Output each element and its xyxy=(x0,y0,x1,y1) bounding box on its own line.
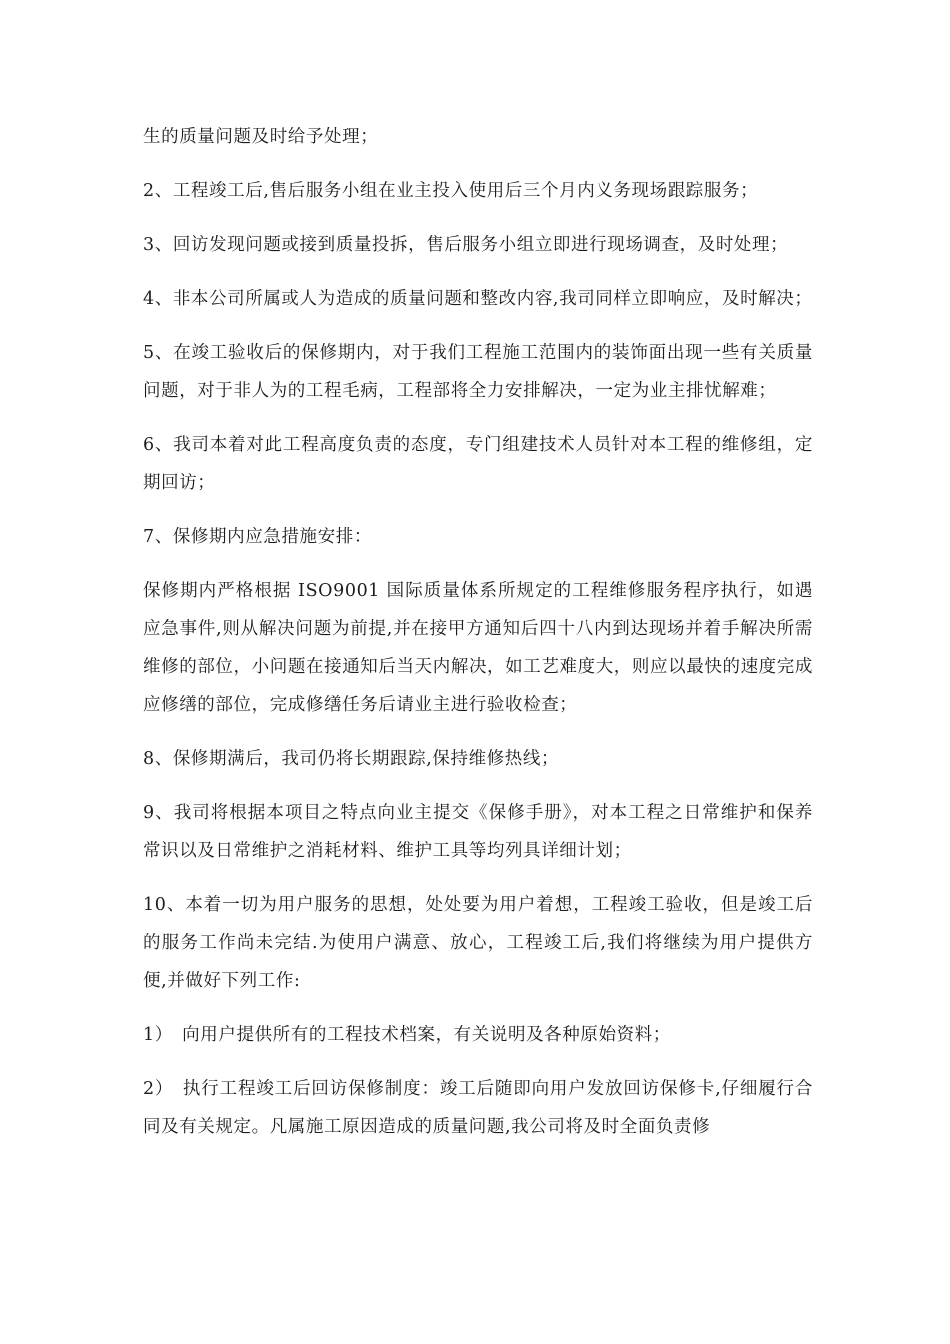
paragraph-item-3: 3、回访发现问题或接到质量投拆，售后服务小组立即进行现场调查，及时处理； xyxy=(143,235,789,255)
paragraph-emergency-measures: 保修期内严格根据 ISO9001 国际质量体系所规定的工程维修服务程序执行，如遇应急事件,则从解决问题为前提,并在接甲方通知后四十八内到达现场并着手解决所需维修的部位，小问题在接通知后当天内解决，如工艺难度大，则应以最快的速度完成应修缮的部位，完成修缮任务后请业主进行验收检查； xyxy=(143,581,813,715)
paragraph-item-5: 5、在竣工验收后的保修期内，对于我们工程施工范围内的装饰面出现一些有关质量问题，对于非人为的工程毛病，工程部将全力安排解决，一定为业主排忧解难； xyxy=(143,343,813,401)
paragraph-item-7: 7、保修期内应急措施安排： xyxy=(143,527,372,547)
paragraph-item-2: 2、工程竣工后,售后服务小组在业主投入使用后三个月内义务现场跟踪服务； xyxy=(143,181,759,201)
document-body xyxy=(143,118,813,1162)
paragraph-item-8: 8、保修期满后，我司仍将长期跟踪,保持维修热线； xyxy=(143,749,560,769)
paragraph-item-10: 10、本着一切为用户服务的思想，处处要为用户着想，工程竣工验收，但是竣工后的服务工作尚未完结.为使用户满意、放心，工程竣工后,我们将继续为用户提供方便,并做好下列工作: xyxy=(143,895,813,991)
paragraph-subitem-2: 2） 执行工程竣工后回访保修制度：竣工后随即向用户发放回访保修卡,仔细履行合同及有关规定。凡属施工原因造成的质量问题,我公司将及时全面负责修 xyxy=(143,1079,813,1137)
paragraph-subitem-1: 1） 向用户提供所有的工程技术档案，有关说明及各种原始资料； xyxy=(143,1025,671,1045)
paragraph-continuation: 生的质量问题及时给予处理； xyxy=(143,127,379,147)
paragraph-item-6: 6、我司本着对此工程高度负责的态度，专门组建技术人员针对本工程的维修组，定期回访； xyxy=(143,435,813,493)
paragraph-item-4: 4、非本公司所属或人为造成的质量问题和整改内容,我司同样立即响应，及时解决； xyxy=(143,289,813,309)
paragraph-item-9: 9、我司将根据本项目之特点向业主提交《保修手册》，对本工程之日常维护和保养常识以及日常维护之消耗材料、维护工具等均列具详细计划； xyxy=(143,803,813,861)
